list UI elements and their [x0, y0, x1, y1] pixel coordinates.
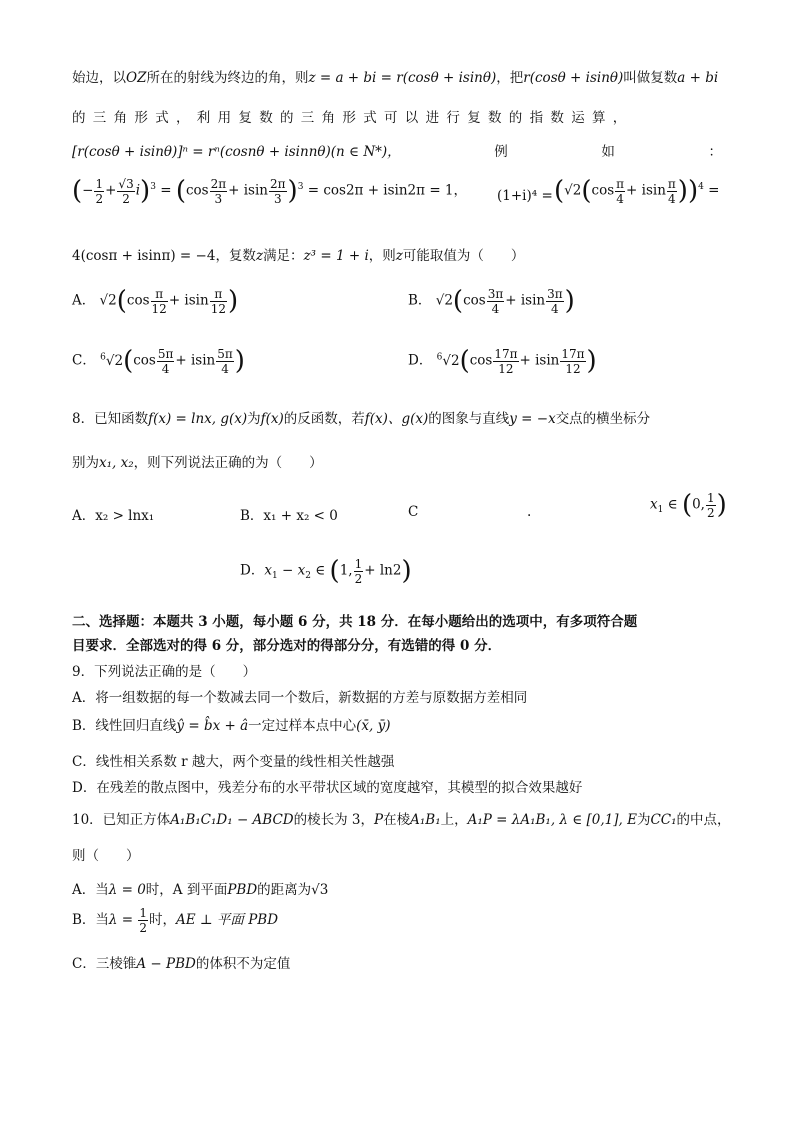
- q8-option-c-value: $x_1$ ∈ (0, $\frac{1}{2}$ ): [650, 490, 727, 520]
- intro-math: = cos2π + isin2π = 1，: [303, 182, 468, 199]
- intro-math: 4(cosπ + isinπ) = −4: [72, 248, 216, 264]
- intro-math: [r(cosθ + isinθ)]ⁿ = rⁿ(cosnθ + isinnθ)(n ∈ N*)，: [72, 144, 401, 160]
- section-2-heading-line-2: 目要求．全部选对的得 6 分，部分选对的得部分分，有选错的得 0 分．: [72, 638, 502, 654]
- q9-option-b: B．线性回归直线ŷ = b̂x + â一定过样本点中心(x̄, ȳ): [72, 718, 391, 734]
- intro-text: ，把: [496, 70, 524, 86]
- intro-line-2: 的三角形式，利用复数的三角形式可以进行复数的指数运算，: [72, 110, 634, 126]
- q10-option-c: C．三棱锥A − PBD的体积不为定值: [72, 956, 291, 972]
- intro-text: 如: [601, 144, 615, 160]
- intro-line-3: [72, 140, 722, 160]
- intro-math: (1+i)⁴ =: [497, 188, 553, 204]
- intro-text: 例: [494, 144, 508, 160]
- q9-stem: 9．下列说法正确的是（ ）: [72, 664, 257, 680]
- q7-option-c: C． $^6$√2(cos $\frac{5\pi}{4}$ + isin $\frac{5\pi}{4}$ ): [72, 346, 245, 376]
- option-label: B．: [408, 292, 432, 309]
- q10-option-a: A．当λ = 0时，A 到平面PBD的距离为√3: [72, 882, 329, 898]
- q10-option-b: B．当λ = $\frac{1}{2}$ 时，AE ⊥ 平面 PBD: [72, 906, 279, 935]
- intro-line-4: (− $\frac{1}{2}$ + $\frac{√3}{2}$ i)$^3$ = (cos $\frac{2\pi}{3}$ + isin $\frac{2\pi}{3}$ )$^3$ = cos2π + isin2π = 1， (1+i)⁴ = (√2(cos $\frac{\pi}{4}$ + isin $\frac{\pi}{4}$ ))$^4$ =: [72, 176, 720, 206]
- intro-text: 始边，以: [72, 70, 126, 86]
- q7-option-d: D． $^6$√2(cos $\frac{17\pi}{12}$ + isin $\frac{17\pi}{12}$ ): [408, 346, 597, 376]
- q8-stem-line-2: 别为x₁, x₂，则下列说法正确的为（ ）: [72, 455, 323, 471]
- q7-option-a: A． √2(cos $\frac{\pi}{12}$ + isin $\frac{\pi}{12}$ ): [72, 286, 239, 316]
- q9-option-d: D．在残差的散点图中，残差分布的水平带状区域的宽度越窄，其模型的拟合效果越好: [72, 780, 583, 796]
- option-label: C．: [72, 352, 96, 369]
- option-label: D．: [408, 352, 433, 369]
- q8-option-c-dot: .: [527, 504, 532, 520]
- intro-text: 所在的射线为终边的角，则: [146, 70, 309, 86]
- q8-option-d: D．$x_1 - x_2$ ∈ (1, $\frac{1}{2}$ + ln2): [240, 556, 412, 586]
- q8-stem-line-1: 8．已知函数f(x) = lnx, g(x)为f(x)的反函数，若f(x)、g(x)的图象与直线y = −x交点的横坐标分: [72, 411, 651, 427]
- intro-text: ：: [708, 144, 722, 160]
- intro-math: z³ = 1 + i: [303, 248, 369, 264]
- intro-math: OZ: [126, 70, 147, 86]
- intro-text: 可能取值为（ ）: [402, 248, 525, 264]
- q9-option-c: C．线性相关系数 r 越大，两个变量的线性相关性越强: [72, 754, 395, 770]
- intro-line-1: [72, 66, 722, 86]
- intro-math: z = a + bi = r(cosθ + isinθ): [308, 70, 497, 86]
- intro-line-5: 4(cosπ + isinπ) = −4，复数z满足：z³ = 1 + i，则z可能取值为（ ）: [72, 248, 525, 264]
- q7-option-b: B． √2(cos $\frac{3\pi}{4}$ + isin $\frac{3\pi}{4}$ ): [408, 286, 575, 316]
- intro-text: 满足：: [263, 248, 304, 264]
- section-2-heading-line-1: 二、选择题：本题共 3 小题，每小题 6 分，共 18 分．在每小题给出的选项中，有多项符合题: [72, 614, 638, 630]
- intro-math: r(cosθ + isinθ): [523, 70, 624, 86]
- q10-stem-line-2: 则（ ）: [72, 848, 140, 864]
- q8-option-c-label: C: [408, 504, 419, 520]
- intro-text: 叫做复数: [623, 70, 678, 86]
- q10-stem-line-1: 10．已知正方体A₁B₁C₁D₁ − ABCD的棱长为 3，P在棱A₁B₁上，A₁P = λA₁B₁, λ ∈ [0,1], E为CC₁的中点，: [72, 812, 731, 828]
- q8-option-b: B．x₁ + x₂ < 0: [240, 508, 338, 524]
- q9-option-a: A．将一组数据的每一个数减去同一个数后，新数据的方差与原数据方差相同: [72, 690, 528, 706]
- q8-option-a: A．x₂ > lnx₁: [72, 508, 155, 524]
- intro-math: a + bi: [677, 70, 719, 86]
- option-label: A．: [72, 292, 96, 309]
- intro-text: ，则: [368, 248, 396, 264]
- intro-text: ，复数: [215, 248, 256, 264]
